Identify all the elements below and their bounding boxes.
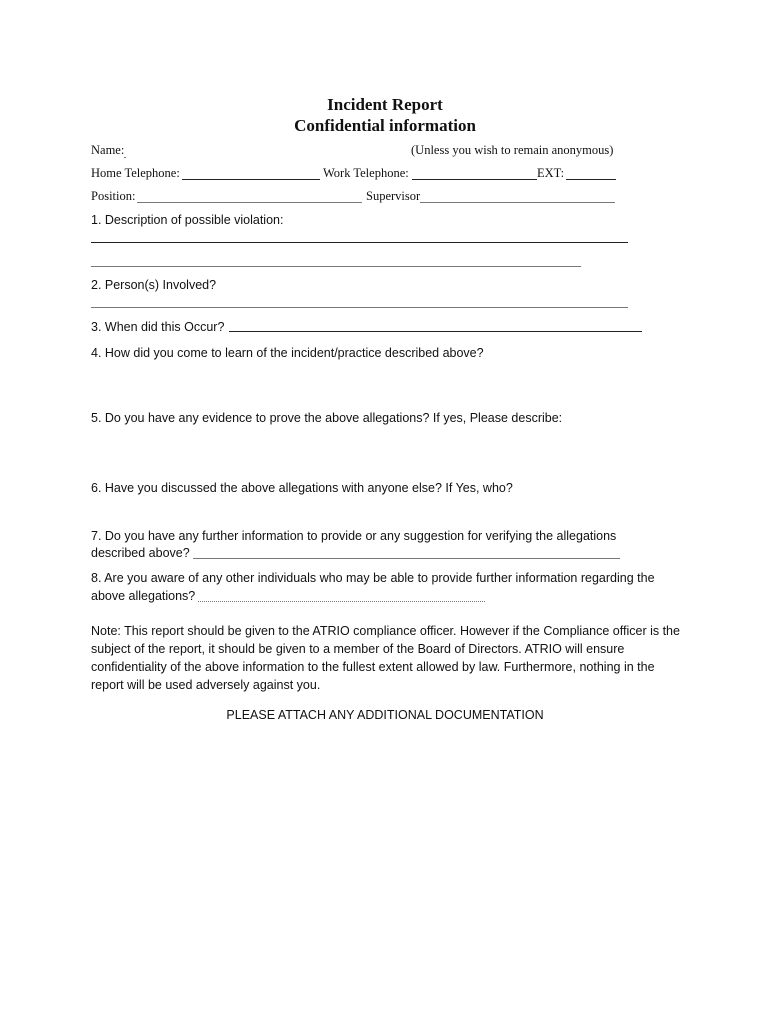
- question-8-line-1: 8. Are you aware of any other individuals who may be able to provide further information regarding the: [91, 571, 655, 585]
- ext-label: EXT:: [537, 166, 565, 180]
- attach-documentation-note: PLEASE ATTACH ANY ADDITIONAL DOCUMENTATION: [226, 708, 544, 722]
- violation-description-line-1[interactable]: [91, 242, 628, 243]
- question-6: 6. Have you discussed the above allegations with anyone else? If Yes, who?: [91, 481, 513, 495]
- confidentiality-note: Note: This report should be given to the ATRIO compliance officer. However if the Compliance officer is the subject of the report, it should be given to a member of the Board of Directors. ATRIO will ensure confidentiality of the above information to the fullest extent allowed by law. Furthermore, nothing in the report will be used adversely against you.: [91, 624, 680, 692]
- document-subtitle: Confidential information: [294, 116, 476, 135]
- question-5: 5. Do you have any evidence to prove the above allegations? If yes, Please describe:: [91, 411, 563, 425]
- question-1: 1. Description of possible violation:: [91, 213, 284, 227]
- persons-involved-line[interactable]: [91, 307, 628, 308]
- further-information-line[interactable]: [193, 558, 620, 559]
- work-telephone-field[interactable]: [412, 179, 537, 180]
- work-telephone-label: Work Telephone:: [323, 166, 409, 180]
- violation-description-line-2[interactable]: [91, 266, 581, 267]
- other-individuals-line[interactable]: [198, 601, 485, 602]
- question-7-line-2: described above?: [91, 546, 190, 560]
- occurrence-date-field[interactable]: [229, 331, 642, 332]
- question-8-line-2: above allegations?: [91, 589, 196, 603]
- question-4: 4. How did you come to learn of the incident/practice described above?: [91, 346, 484, 360]
- ext-field[interactable]: [566, 179, 616, 180]
- home-telephone-label: Home Telephone:: [91, 166, 180, 180]
- anonymous-note: (Unless you wish to remain anonymous): [411, 143, 614, 157]
- supervisor-field[interactable]: [420, 202, 615, 203]
- name-label: Name:: [91, 143, 125, 157]
- document-title: Incident Report: [327, 95, 443, 114]
- home-telephone-field[interactable]: [182, 179, 320, 180]
- name-field[interactable]: [124, 157, 126, 158]
- question-7-line-1: 7. Do you have any further information to provide or any suggestion for verifying the allegations: [91, 529, 617, 543]
- question-2: 2. Person(s) Involved?: [91, 278, 217, 292]
- supervisor-label: Supervisor: [366, 189, 421, 203]
- position-label: Position:: [91, 189, 136, 203]
- question-3: 3. When did this Occur?: [91, 320, 225, 334]
- position-field[interactable]: [137, 202, 362, 203]
